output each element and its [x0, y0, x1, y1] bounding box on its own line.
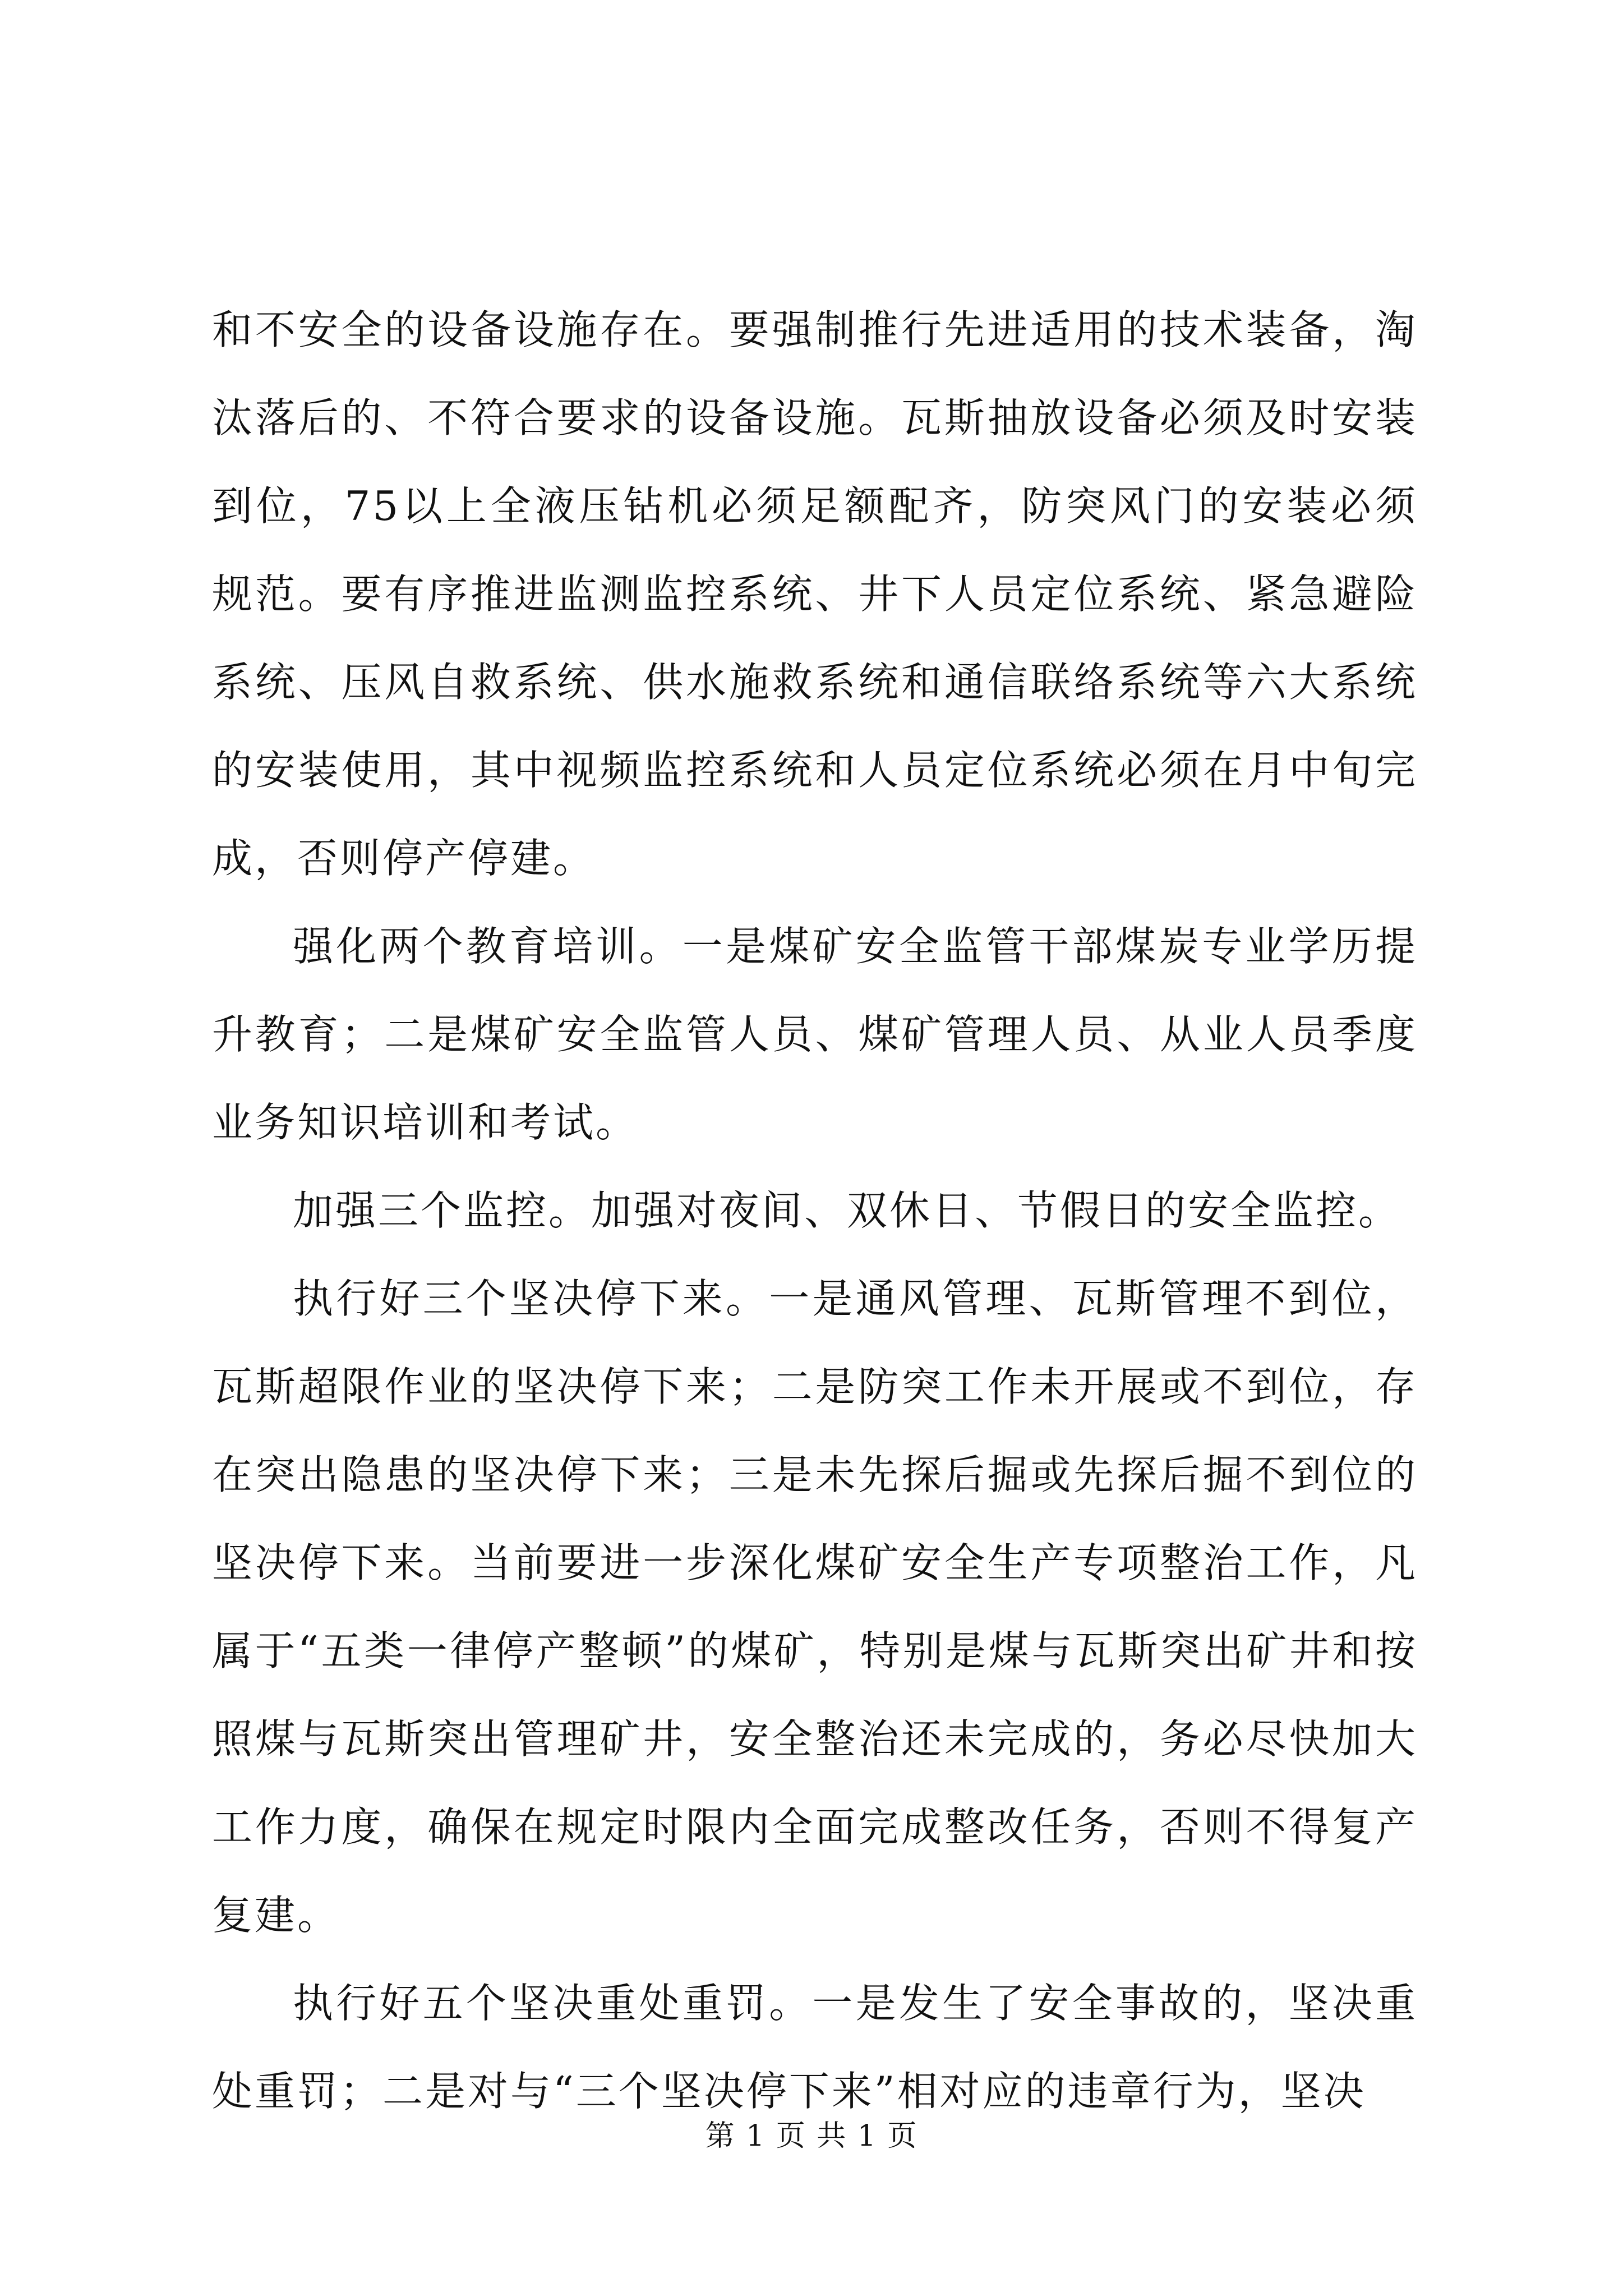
paragraph-4: 执行好三个坚决停下来。一是通风管理、瓦斯管理不到位，瓦斯超限作业的坚决停下来；二是防突工作未开展或不到位，存在突出隐患的坚决停下来；三是未先探后掘或先探后掘不到位的坚决停下来。当前要进一步深化煤矿安全生产专项整治工作，凡属于“五类一律停产整顿”的煤矿，特别是煤与瓦斯突出矿井和按照煤与瓦斯突出管理矿井，安全整治还未完成的，务必尽快加大工作力度，确保在规定时限内全面完成整改任务，否则不得复产复建。 — [212, 1275, 1418, 1939]
page-footer: 第 1 页 共 1 页 — [705, 2119, 918, 2153]
paragraph-2: 强化两个教育培训。一是煤矿安全监管干部煤炭专业学历提升教育；二是煤矿安全监管人员、煤矿管理人员、从业人员季度业务知识培训和考试。 — [212, 923, 1418, 1146]
paragraph-3: 加强三个监控。加强对夜间、双休日、节假日的安全监控。 — [293, 1187, 1401, 1234]
paragraph-5: 执行好五个坚决重处重罚。一是发生了安全事故的，坚决重处重罚；二是对与“三个坚决停下来”相对应的违章行为，坚决 — [212, 1980, 1418, 2115]
document-body — [212, 286, 1418, 2136]
paragraph-1: 和不安全的设备设施存在。要强制推行先进适用的技术装备，淘汰落后的、不符合要求的设备设施。瓦斯抽放设备必须及时安装到位，75以上全液压钻机必须足额配齐，防突风门的安装必须规范。要有序推进监测监控系统、井下人员定位系统、紧急避险系统、压风自救系统、供水施救系统和通信联络系统等六大系统的安装使用，其中视频监控系统和人员定位系统必须在月中旬完成，否则停产停建。 — [212, 306, 1418, 882]
